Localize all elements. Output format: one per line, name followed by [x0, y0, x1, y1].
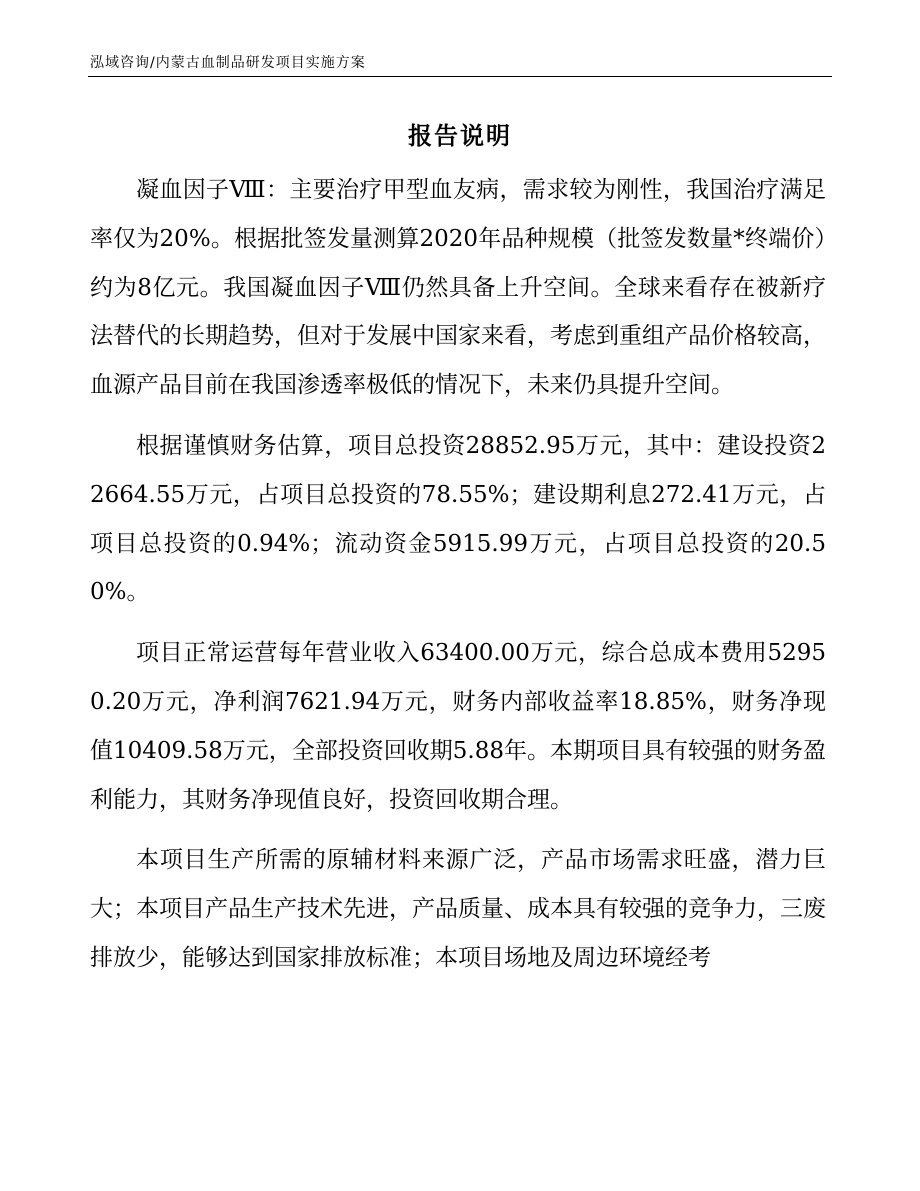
- page-title: 报告说明: [408, 122, 512, 150]
- paragraph-factor-viii: 凝血因子Ⅷ：主要治疗甲型血友病，需求较为刚性，我国治疗满足率仅为20%。根据批签发量测算2020年品种规模（批签发数量*终端价）约为8亿元。我国凝血因子Ⅷ仍然具备上升空间。全球来看存在被新疗法替代的长期趋势，但对于发展中国家来看，考虑到重组产品价格较高，血源产品目前在我国渗透率极低的情况下，未来仍具提升空间。: [90, 177, 826, 399]
- paragraph-feasibility: 本项目生产所需的原辅材料来源广泛，产品市场需求旺盛，潜力巨大；本项目产品生产技术先进，产品质量、成本具有较强的竞争力，三废排放少，能够达到国家排放标准；本项目场地及周边环境经考: [90, 847, 826, 971]
- header-divider: [88, 76, 832, 77]
- document-body: [90, 166, 826, 983]
- running-header: 泓域咨询/内蒙古血制品研发项目实施方案: [90, 55, 366, 71]
- paragraph-investment: 根据谨慎财务估算，项目总投资28852.95万元，其中：建设投资22664.55万元，占项目总投资的78.55%；建设期利息272.41万元，占项目总投资的0.94%；流动资金5915.99万元，占项目总投资的20.50%。: [90, 432, 826, 606]
- paragraph-financials: 项目正常运营每年营业收入63400.00万元，综合总成本费用52950.20万元，净利润7621.94万元，财务内部收益率18.85%，财务净现值10409.58万元，全部投资回收期5.88年。本期项目具有较强的财务盈利能力，其财务净现值良好，投资回收期合理。: [90, 640, 826, 813]
